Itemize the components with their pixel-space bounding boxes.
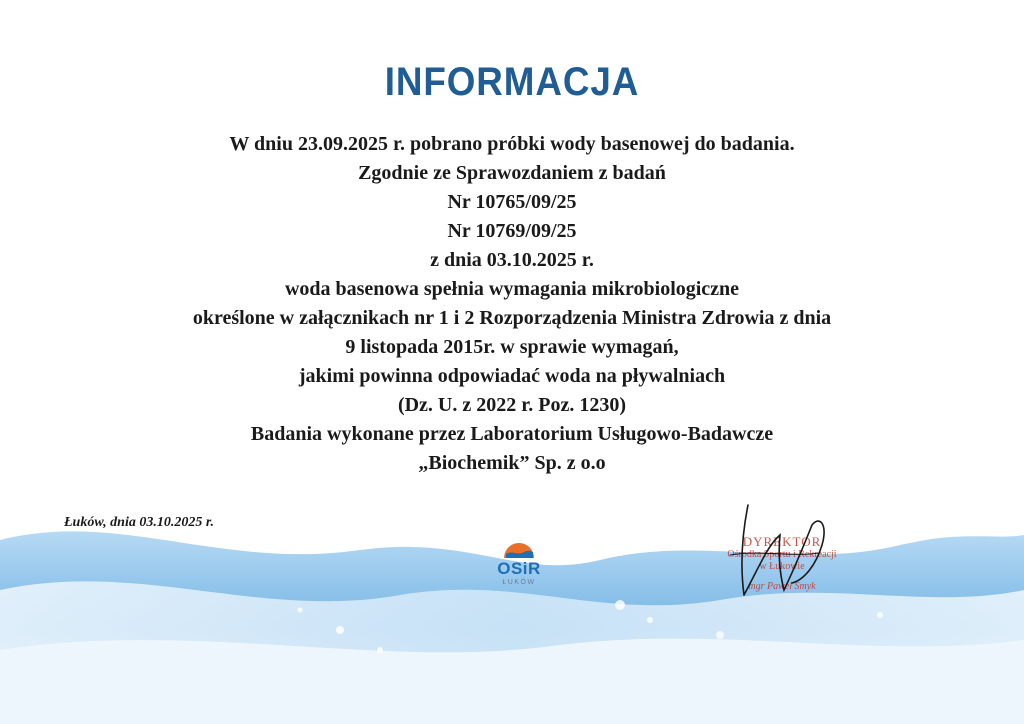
body-line: określone w załącznikach nr 1 i 2 Rozporządzenia Ministra Zdrowia z dnia [192, 307, 832, 329]
body-line: W dniu 23.09.2025 r. pobrano próbki wody basenowej do badania. [229, 133, 795, 155]
stamp-organization: Ośrodka Sportu i Rekreacji [727, 549, 837, 560]
body-line: woda basenowa spełnia wymagania mikrobiologiczne [284, 278, 740, 300]
body-line: jakimi powinna odpowiadać woda na pływalniach [298, 365, 726, 387]
body-line: Nr 10769/09/25 [447, 220, 577, 242]
osir-logo-icon [502, 538, 536, 560]
body-line: Badania wykonane przez Laboratorium Usługowo-Badawcze [250, 423, 774, 445]
osir-logo [484, 538, 554, 608]
stamp-signatory: mgr Paweł Smyk [748, 581, 816, 592]
body-line: Zgodnie ze Sprawozdaniem z badań [358, 162, 666, 184]
handwritten-signature [720, 495, 840, 605]
body-line: (Dz. U. z 2022 r. Poz. 1230) [397, 394, 627, 416]
place-date: Łuków, dnia 03.10.2025 r. [64, 515, 215, 530]
stamp-role: DYREKTOR [742, 534, 822, 549]
stamp-organization-location: w Łukowie [759, 561, 805, 572]
water-wave-graphic [0, 500, 1024, 724]
body-line: 9 listopada 2015r. w sprawie wymagań, [345, 336, 679, 358]
document-body [0, 130, 1024, 478]
body-line: Nr 10765/09/25 [447, 191, 577, 213]
logo-name: OSiR [497, 559, 541, 578]
document-title: INFORMACJA [384, 60, 640, 104]
body-line: „Biochemik” Sp. z o.o [418, 452, 606, 474]
logo-subtitle: ŁUKÓW [502, 579, 536, 586]
body-line: z dnia 03.10.2025 r. [430, 249, 594, 271]
